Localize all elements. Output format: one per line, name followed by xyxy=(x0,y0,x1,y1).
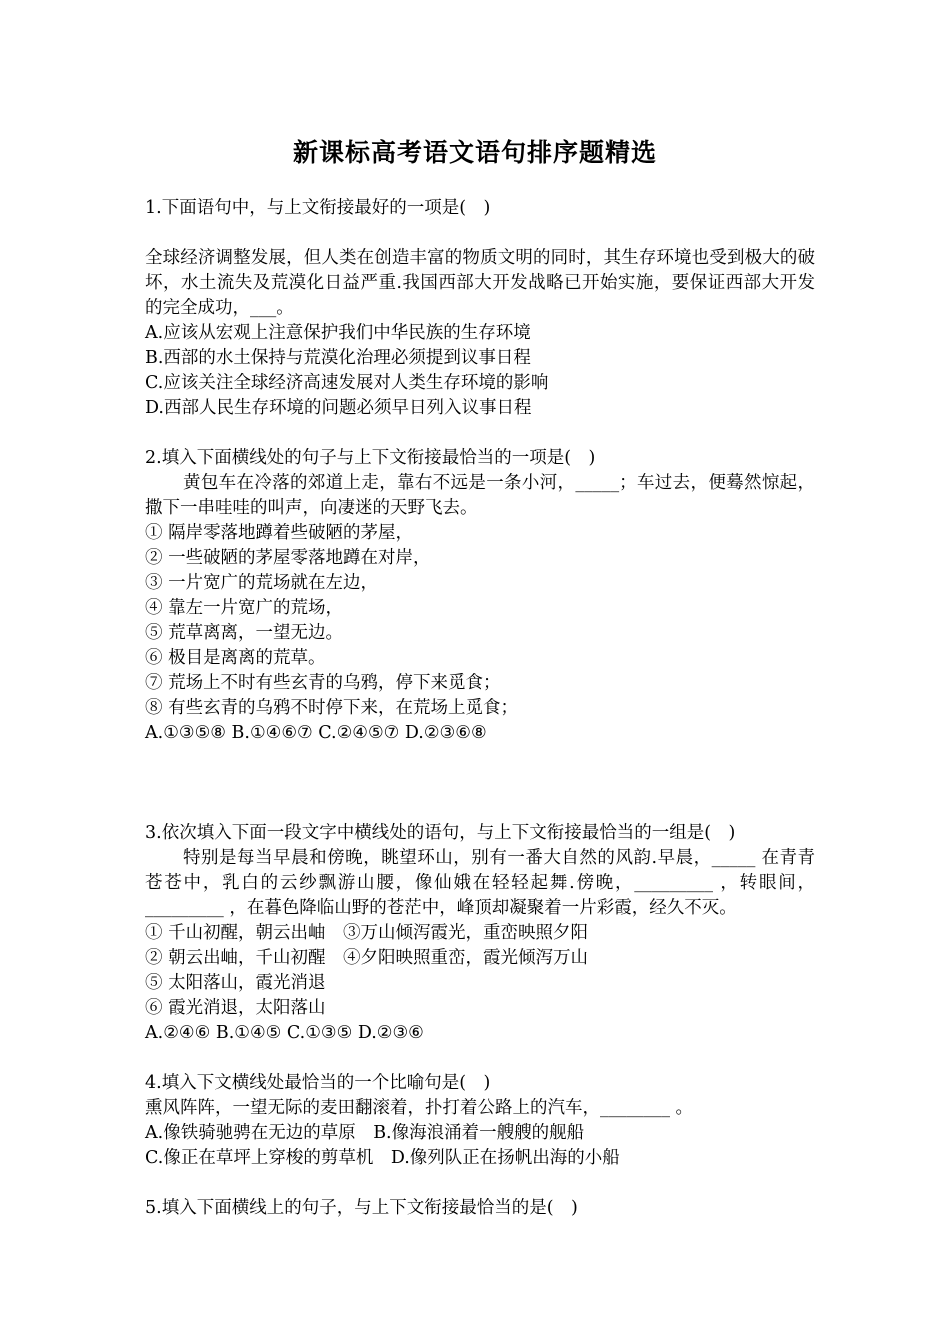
question-1-option-b: B.西部的水土保持与荒漠化治理必须提到议事日程 xyxy=(145,348,531,368)
question-4-passage: 熏风阵阵，一望无际的麦田翻滚着，扑打着公路上的汽车，________ 。 xyxy=(145,1098,694,1118)
question-4-options-ab: A.像铁骑驰骋在无边的草原 B.像海浪涌着一艘艘的舰船 xyxy=(145,1123,585,1143)
question-1-option-d: D.西部人民生存环境的问题必须早日列入议事日程 xyxy=(145,398,532,418)
question-5-stem: 5.填入下面横线上的句子，与上下文衔接最恰当的是( ) xyxy=(145,1198,578,1218)
spacer xyxy=(145,221,815,246)
question-2-item-1: ① 隔岸零落地蹲着些破陋的茅屋， xyxy=(145,523,414,543)
question-3-item-5: ⑤ 太阳落山，霞光消退 xyxy=(145,973,326,993)
spacer xyxy=(145,746,815,821)
question-3-answer-options: A.②④⑥ B.①④⑤ C.①③⑤ D.②③⑥ xyxy=(145,1023,424,1043)
question-1-option-a: A.应该从宏观上注意保护我们中华民族的生存环境 xyxy=(145,323,531,343)
question-4-stem: 4.填入下文横线处最恰当的一个比喻句是( ) xyxy=(145,1073,491,1093)
page-title: 新课标高考语文语句排序题精选 xyxy=(292,138,657,167)
question-3-item-6: ⑥ 霞光消退，太阳落山 xyxy=(145,998,326,1018)
question-2-item-6: ⑥ 极目是离离的荒草。 xyxy=(145,648,326,668)
question-2-item-3: ③ 一片宽广的荒场就在左边， xyxy=(145,573,379,593)
document-body xyxy=(145,196,815,1221)
question-3-passage: 特别是每当早晨和傍晚，眺望环山，别有一番大自然的风韵.早晨，_____ 在青青苍苍中，乳白的云纱飘游山腰，像仙娥在轻轻起舞.傍晚，_________ ，转眼间，_________ ，在暮色降临山野的苍茫中，峰顶却凝聚着一片彩霞，经久不灭。 xyxy=(145,848,815,918)
spacer xyxy=(145,421,815,446)
question-4-options-cd: C.像正在草坪上穿梭的剪草机 D.像列队正在扬帆出海的小船 xyxy=(145,1148,620,1168)
question-3-items-row-1: ① 千山初醒，朝云出岫 ③万山倾泻霞光，重峦映照夕阳 xyxy=(145,923,589,943)
spacer xyxy=(145,1171,815,1196)
question-2-item-4: ④ 靠左一片宽广的荒场， xyxy=(145,598,344,618)
question-2-answer-options: A.①③⑤⑧ B.①④⑥⑦ C.②④⑤⑦ D.②③⑥⑧ xyxy=(145,723,487,743)
question-1-passage: 全球经济调整发展，但人类在创造丰富的物质文明的同时，其生存环境也受到极大的破坏，水土流失及荒漠化日益严重.我国西部大开发战略已开始实施，要保证西部大开发的完全成功，___。 xyxy=(145,248,815,318)
question-2-item-5: ⑤ 荒草离离，一望无边。 xyxy=(145,623,344,643)
question-2-stem: 2.填入下面横线处的句子与上下文衔接最恰当的一项是( ) xyxy=(145,448,596,468)
question-3-items-row-2: ② 朝云出岫，千山初醒 ④夕阳映照重峦，霞光倾泻万山 xyxy=(145,948,589,968)
question-2-passage: 黄包车在冷落的郊道上走，靠右不远是一条小河，_____；车过去，便蓦然惊起，撒下一串哇哇的叫声，向凄迷的天野飞去。 xyxy=(145,473,815,518)
question-2-item-8: ⑧ 有些玄青的乌鸦不时停下来，在荒场上觅食； xyxy=(145,698,519,718)
question-2-item-2: ② 一些破陋的茅屋零落地蹲在对岸， xyxy=(145,548,431,568)
question-1-option-c: C.应该关注全球经济高速发展对人类生存环境的影响 xyxy=(145,373,549,393)
question-2-item-7: ⑦ 荒场上不时有些玄青的乌鸦，停下来觅食； xyxy=(145,673,501,693)
spacer xyxy=(145,1046,815,1071)
question-3-stem: 3.依次填入下面一段文字中横线处的语句，与上下文衔接最恰当的一组是( ) xyxy=(145,823,736,843)
question-1-stem: 1.下面语句中，与上文衔接最好的一项是( ) xyxy=(145,198,491,218)
